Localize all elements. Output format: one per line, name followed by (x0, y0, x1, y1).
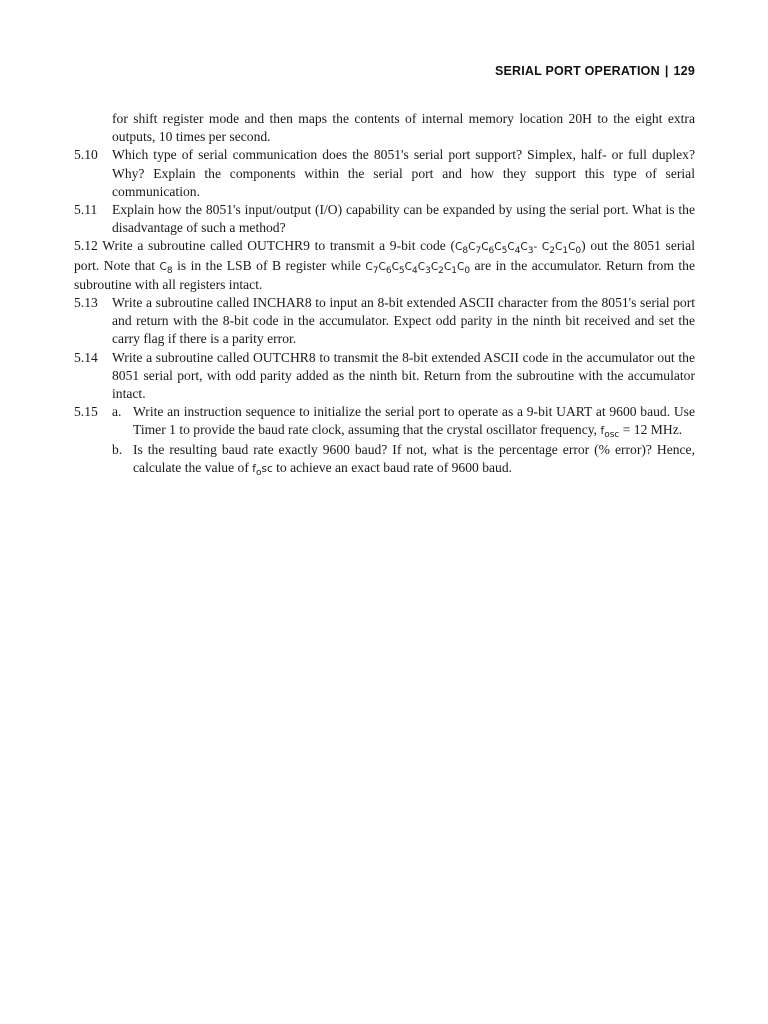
question-number: 5.10 (74, 147, 98, 163)
question-number: 5.15 (74, 404, 98, 420)
question-text-part: are in the accumulator. Return from the subroutine with all registers intact. (74, 257, 695, 292)
fosc-symbol: $f_{osc}$ (600, 425, 620, 441)
question-number: 5.14 (74, 349, 98, 365)
question-text-part: Write a subroutine called OUTCHR9 to transmit a 9-bit code ( (102, 238, 456, 254)
question-number: 5.11 (74, 202, 98, 218)
question-part-a (112, 403, 695, 440)
question-text: Which type of serial communication does the 8051's serial port support? Simplex, half- or full duplex? Why? Explain the components within the serial port and how they support this type of serial communication. (112, 147, 695, 199)
part-text-after: = 12 MHz. (619, 422, 683, 438)
part-text (133, 441, 695, 478)
running-header (495, 64, 695, 78)
question-text: Explain how the 8051's input/output (I/O) capability can be expanded by using the serial port. What is the disadvantage of such a method? (112, 202, 695, 236)
bit-code-sequence: $C_8C_7C_6C_5C_4C_3-$ $C_2C_1C_0$ (455, 241, 582, 257)
part-text-before: Is the resulting baud rate exactly 9600 baud? If not, what is the percentage error (% error)? Hence, calculate the value of (133, 441, 695, 475)
question-number: 5.12 (74, 238, 98, 254)
fosc-symbol: $f_osc$ (252, 462, 273, 478)
question-5-12 (74, 237, 695, 294)
continuation-text: for shift register mode and then maps the contents of internal memory location 20H to the eight extra outputs, 10 times per second. (112, 111, 695, 145)
question-5-10 (74, 146, 695, 201)
part-letter: a. (112, 404, 122, 420)
question-parts (112, 403, 695, 478)
question-part-b (112, 441, 695, 478)
page-number: 129 (673, 64, 695, 78)
question-5-13 (74, 294, 695, 349)
question-5-14 (74, 349, 695, 404)
exercise-list (74, 110, 695, 478)
question-5-15 (74, 403, 695, 478)
part-text-after: to achieve an exact baud rate of 9600 baud. (272, 459, 513, 475)
question-number: 5.13 (74, 295, 98, 311)
part-text (133, 403, 695, 440)
part-letter: b. (112, 441, 123, 457)
header-separator: | (664, 64, 669, 78)
question-text-part: is in the LSB of B register while (172, 257, 366, 273)
question-text-part: ) out the 8051 serial port. Note that (74, 238, 695, 273)
section-title: SERIAL PORT OPERATION (494, 64, 660, 78)
question-text: Write a subroutine called OUTCHR8 to transmit the 8-bit extended ASCII code in the accumulator out the 8051 serial port, with odd parity added as the ninth bit. Return from the subroutine with the accumulator intact. (112, 349, 695, 402)
bit-c8: $C_8$ (159, 260, 173, 276)
question-text: Write a subroutine called INCHAR8 to input an 8-bit extended ASCII character from the 8051's serial port and return with the 8-bit code in the accumulator. Expect odd parity in the ninth bit received and set the carry flag if there is a parity error. (112, 295, 695, 347)
bit-code-accumulator: $C_7C_6C_5C_4C_3C_2C_1C_0$ (365, 260, 471, 276)
part-text-before: Write an instruction sequence to initialize the serial port to operate as a 9-bit UART at 9600 baud. Use Timer 1 to provide the baud rate clock, assuming that the crystal oscillator frequency, (133, 404, 695, 438)
question-5-11 (74, 201, 695, 237)
